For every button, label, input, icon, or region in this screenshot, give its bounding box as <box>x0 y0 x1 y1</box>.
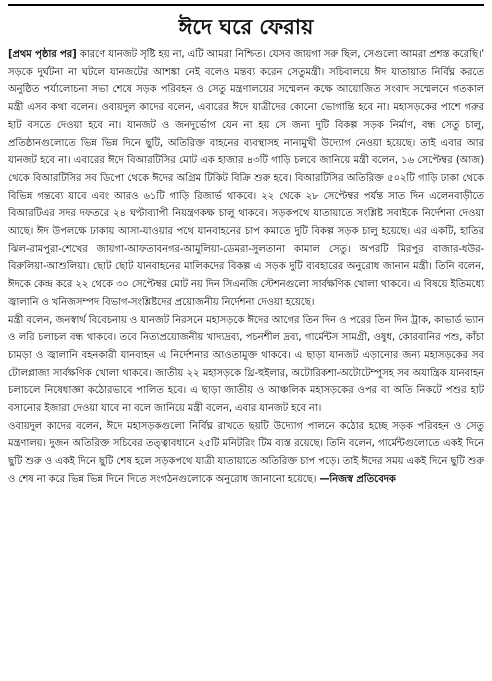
paragraph-3-text: ওবায়দুল কাদের বলেন, ঈদে মহাসড়কগুলো নির্বিঘ্ন রাখতে ছয়টি উদ্যোগ পালনে কঠোর হচ্ছে সড়ক পরিবহন ও সেতু মন্ত্রণালয়। দুজন অতিরিক্ত সচিবের তত্ত্বাবধানে ২৫টি মনিটরিং টিম ব্যস্ত রয়েছে। তিনি বলেন, গার্মেন্টগুলোতে একই দিনে ছুটি শুরু ও একই দিনে ছুটি শেষ হলে সড়কপথে যাত্রী যাতায়াতে অতিরিক্ত চাপ পড়ে। তাই ঈদের সময় একই দিনে ছুটি শুরু ও শেষ না করে ভিন্ন ভিন্ন দিনে দিতে সংগঠনগুলোকে অনুরোধ জানানো হয়েছে। <box>8 420 484 485</box>
article-paragraph-3 <box>8 418 484 489</box>
article-body <box>8 46 484 489</box>
continuation-label: [প্রথম পৃষ্ঠার পর] <box>8 49 77 60</box>
article-headline: ঈদে ঘরে ফেরায় <box>178 14 314 39</box>
paragraph-2-text: মন্ত্রী বলেন, জনস্বার্থ বিবেচনায় ও যানজট নিরসনে মহাসড়কে ঈদের আগের তিন দিন ও পরের তিন দিন ট্রাক, কাভার্ড ভ্যান ও লরি চলাচল বন্ধ থাকবে। তবে নিত্যপ্রয়োজনীয় খাদ্যদ্রব্য, পচনশীল দ্রব্য, গার্মেন্টস সামগ্রী, ওষুধ, কোরবানির পশু, কাঁচা চামড়া ও জ্বালানি বহনকারী যানবাহন এ নির্দেশনার আওতামুক্ত থাকবে। এ ছাড়া যানজট এড়ানোর জন্য মহাসড়কের সব টোলপ্লাজা সার্বক্ষণিক খোলা থাকবে। জাতীয় ২২ মহাসড়কে থ্রি-হুইলার, অটোরিকশা-অটোটেম্পুসহ সব অযান্ত্রিক যানবাহন চলাচলে নিষেধাজ্ঞা কঠোরভাবে পালিত হবে। এ ছাড়া জাতীয় ও আঞ্চলিক মহাসড়কের ওপর বা অতি নিকটে পশুর হাট বসানোর ইজারা দেওয়া যাবে না বলে জানিয়ে মন্ত্রী বলেন, এবার যানজট হবে না। <box>8 314 484 415</box>
article-paragraph-1 <box>8 46 484 312</box>
byline: —নিজস্ব প্রতিবেদক <box>319 473 396 485</box>
article-paragraph-2 <box>8 312 484 418</box>
paragraph-1-text: কারণে যানজট সৃষ্টি হয় না, এটি আমরা নিশ্চিত। যেসব জায়গা সরু ছিল, সেগুলো আমরা প্রশস্ত করেছি।' সড়কে দুর্ঘটনা না ঘটলে যানজটের আশঙ্কা নেই বলেও মন্তব্য করেন সেতুমন্ত্রী। সচিবালয়ে ঈদ যাতায়াত নির্বিঘ্ন করতে অনুষ্ঠিত পর্যালোচনা সভা শেষে সড়ক পরিবহন ও সেতু মন্ত্রণালয়ের সম্মেলন কক্ষে আয়োজিত সংবাদ সম্মেলনে গতকাল মন্ত্রী এসব কথা বলেন। ওবায়দুল কাদের বলেন, এবারের ঈদে যাত্রীদের কোনো ভোগান্তি হবে না। মহাসড়কের পাশে গরুর হাট বসতে দেওয়া হবে না। যানজট ও জনদুর্ভোগ যেন না হয় সে জন্য দুটি বিকল্প সড়ক নির্মাণ, বন্ধ সেতু চালু, প্রতিষ্ঠানগুলোতে ভিন্ন ভিন্ন দিনে ছুটি, অতিরিক্ত বাহনের ব্যবস্থাসহ নানামুখী উদ্যোগ নেওয়া হয়েছে। তাই এবার আর যানজট হবে না। এবারের ঈদে বিআরটিসির মোট এক হাজার ৪৩টি গাড়ি চলবে জানিয়ে মন্ত্রী বলেন, ১৬ সেপ্টেম্বর (আজ) থেকে বিআরটিসির সব ডিপো থেকে ঈদের অগ্রিম টিকিট বিক্রি শুরু হবে। বিআরটিসির অতিরিক্ত ৫০২টি গাড়ি ঢাকা থেকে বিভিন্ন গন্তব্যে যাবে এবং আরও ৬১টি গাড়ি রিজার্ভ থাকবে। ২২ থেকে ২৮ সেপ্টেম্বর পর্যন্ত সাত দিন এলেনবাড়ীতে বিআরটিএর সদর দফতরে ২৪ ঘণ্টাব্যাপী নিয়ন্ত্রণকক্ষ চালু থাকবে। সড়কপথে যাতায়াতে সংশ্লিষ্ট সবাইকে নির্দেশনা দেওয়া আছে। ঈদ উপলক্ষে ঢাকায় আসা-যাওয়ার পথে যানবাহনের চাপ কমাতে দুটি বিকল্প সড়ক চালু হয়েছে। এর একটি, হাতির ঝিল-রামপুরা-শেখের জায়গা-আফতাবনগর-আমুলিয়া-ডেমরা-সুলতানা কামাল সেতু। অপরটি মিরপুর বাজার-ধউর-বিরুলিয়া-আশুলিয়া। ছোট ছোট যানবাহনের মালিকদের বিকল্প এ সড়ক দুটি ব্যবহারের অনুরোধ জানান মন্ত্রী। তিনি বলেন, ঈদকে কেন্দ্র করে ২২ থেকে ৩০ সেপ্টেম্বর মোট নয় দিন সিএনজি স্টেশনগুলো সার্বক্ষণিক খোলা থাকবে। এ বিষয়ে ইতিমধ্যে জ্বালানি ও খনিজসম্পদ বিভাগ-সংশ্লিষ্টদের প্রয়োজনীয় নির্দেশনা দেওয়া হয়েছে। <box>8 49 485 308</box>
top-rule <box>8 4 484 6</box>
